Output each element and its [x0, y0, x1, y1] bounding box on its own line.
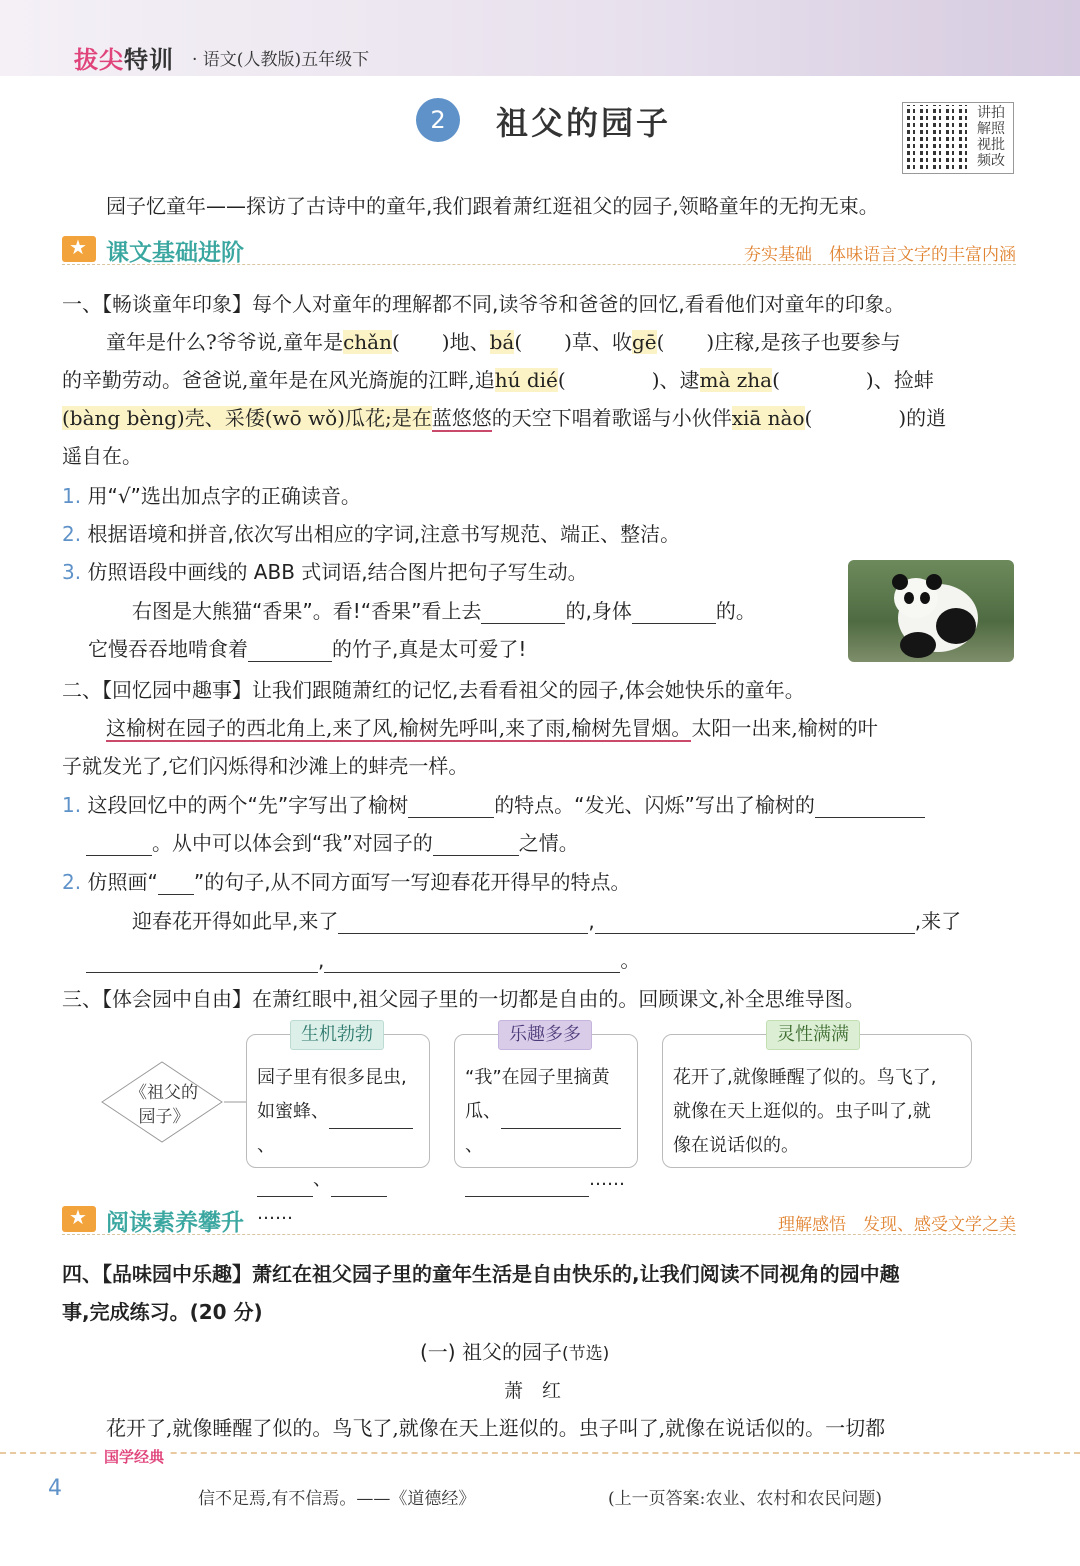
- answer-blank[interactable]: [481, 603, 565, 624]
- intro-text: 园子忆童年——探访了古诗中的童年,我们跟着萧红逛祖父的园子,领略童年的无拘无束。: [106, 194, 879, 218]
- q1-item-3: 3. 仿照语段中画线的 ABB 式词语,结合图片把句子写生动。: [62, 560, 588, 584]
- q1-para-line2: 的辛勤劳动。爸爸说,童年是在风光旖旎的江畔,追hú dié( )、逮mà zha( )、捡蚌: [62, 368, 934, 392]
- section-tag: 夯实基础 体味语言文字的丰富内涵: [744, 245, 1016, 265]
- answer-blank[interactable]: [408, 797, 494, 818]
- section-title: 课文基础进阶: [106, 240, 244, 266]
- previous-page-answer: (上一页答案:农业、农村和农民问题): [608, 1489, 882, 1509]
- mindmap-tag-fun: 乐趣多多: [498, 1020, 592, 1050]
- q2-item-1: 1. 这段回忆中的两个“先”字写出了榆树 的特点。“发光、闪烁”写出了榆树的: [62, 789, 925, 818]
- answer-blank[interactable]: [632, 603, 716, 624]
- question-2-head: 二、【回忆园中趣事】让我们跟随萧红的记忆,去看看祖父的园子,体会她快乐的童年。: [62, 678, 805, 702]
- brand-logo: 拔尖特训: [74, 46, 174, 74]
- q2-item-2: 2. 仿照画“ ”的句子,从不同方面写一写迎春花开得早的特点。: [62, 870, 631, 894]
- answer-blank[interactable]: [501, 1108, 621, 1129]
- answer-blank[interactable]: [324, 952, 620, 973]
- q2-para-line2: 子就发光了,它们闪烁得和沙滩上的蚌壳一样。: [62, 754, 469, 778]
- q2-para-line1: 这榆树在园子的西北角上,来了风,榆树先呼叫,来了雨,榆树先冒烟。太阳一出来,榆树的叶: [106, 716, 878, 740]
- reading-text-line1: 花开了,就像睡醒了似的。鸟飞了,就像在天上逛似的。虫子叫了,就像在说话似的。一切都: [106, 1416, 886, 1440]
- mindmap-box-vitality: 园子里有很多昆虫, 如蜜蜂、、 、……: [246, 1034, 430, 1168]
- qr-code-panel[interactable]: [902, 102, 1014, 174]
- footer-badge: 国学经典: [100, 1446, 168, 1467]
- page-header: [0, 0, 1080, 76]
- reading-author: 萧 红: [504, 1380, 562, 1402]
- answer-blank[interactable]: [257, 1176, 313, 1197]
- q2-item-1-cont: 。从中可以体会到“我”对园子的 之情。: [86, 827, 579, 856]
- q2-item-2-line1: 迎春花开得如此早,来了 , ,来了: [132, 909, 962, 933]
- mindmap-center-label-2: 园子》: [138, 1107, 190, 1127]
- mindmap-box-fun: “我”在园子里摘黄 瓜、、 ……: [454, 1034, 638, 1168]
- q1-item-3-line1: 右图是大熊猫“香果”。看!“香果”看上去 的,身体 的。: [132, 599, 756, 623]
- answer-blank[interactable]: [331, 1176, 387, 1197]
- mindmap-center: [100, 1060, 224, 1144]
- answer-blank[interactable]: [329, 1108, 413, 1129]
- lesson-number: 2: [416, 98, 460, 142]
- q2-item-2-line2: , 。: [86, 944, 640, 973]
- q1-item-1: 1. 用“√”选出加点字的正确读音。: [62, 484, 361, 508]
- q1-para-line4: 遥自在。: [62, 444, 142, 468]
- section-header-reading: [62, 1204, 1016, 1235]
- answer-blank[interactable]: [86, 952, 318, 973]
- answer-blank[interactable]: [465, 1176, 589, 1197]
- answer-blank[interactable]: [86, 835, 152, 856]
- reading-title: (一) 祖父的园子(节选): [420, 1340, 610, 1364]
- book-subtitle: · 语文(人教版)五年级下: [192, 50, 370, 70]
- question-1-head: 一、【畅谈童年印象】每个人对童年的理解都不同,读爷爷和爸爸的回忆,看看他们对童年的印象。: [62, 292, 905, 316]
- answer-blank[interactable]: [815, 797, 925, 818]
- q1-para-line1: 童年是什么?爷爷说,童年是chǎn( )地、bá( )草、收gē( )庄稼,是孩子也要参与: [106, 330, 901, 354]
- mindmap-tag-vitality: 生机勃勃: [290, 1020, 384, 1050]
- mindmap-center-label-1: 《祖父的: [130, 1083, 198, 1103]
- q1-para-line3: (bàng bèng)壳、采倭(wō wǒ)瓜花;是在蓝悠悠的天空下唱着歌谣与小伙伴xiā nào( )的逍: [62, 406, 947, 430]
- question-4-head-line2: 事,完成练习。(20 分): [62, 1300, 263, 1324]
- q1-item-2: 2. 根据语境和拼音,依次写出相应的字词,注意书写规范、端正、整洁。: [62, 522, 681, 546]
- q1-item-3-line2: 它慢吞吞地啃食着 的竹子,真是太可爱了!: [88, 637, 527, 661]
- question-4-head-line1: 四、【品味园中乐趣】萧红在祖父园子里的童年生活是自由快乐的,让我们阅读不同视角的园中趣: [62, 1262, 900, 1286]
- section-header-basics: [62, 234, 1016, 265]
- mindmap-box-spirit: 花开了,就像睡醒了似的。鸟飞了, 就像在天上逛似的。虫子叫了,就 像在说话似的。: [662, 1034, 972, 1168]
- section-tag: 理解感悟 发现、感受文学之美: [778, 1215, 1016, 1235]
- star-icon: [62, 236, 96, 262]
- page-number: 4: [48, 1476, 62, 1501]
- answer-blank[interactable]: [248, 641, 332, 662]
- star-icon: [62, 1206, 96, 1232]
- panda-photo: [848, 560, 1014, 662]
- lesson-title: 祖父的园子: [496, 104, 672, 142]
- mindmap-tag-spirit: 灵性满满: [766, 1020, 860, 1050]
- question-3-head: 三、【体会园中自由】在萧红眼中,祖父园子里的一切都是自由的。回顾课文,补全思维导图。: [62, 987, 865, 1011]
- answer-blank[interactable]: [433, 835, 519, 856]
- answer-blank[interactable]: [338, 913, 588, 934]
- answer-blank[interactable]: [595, 913, 915, 934]
- classic-quote: 信不足焉,有不信焉。——《道德经》: [198, 1489, 476, 1509]
- section-title: 阅读素养攀升: [106, 1210, 244, 1236]
- qr-label: 讲拍解照视批频改: [977, 105, 1005, 169]
